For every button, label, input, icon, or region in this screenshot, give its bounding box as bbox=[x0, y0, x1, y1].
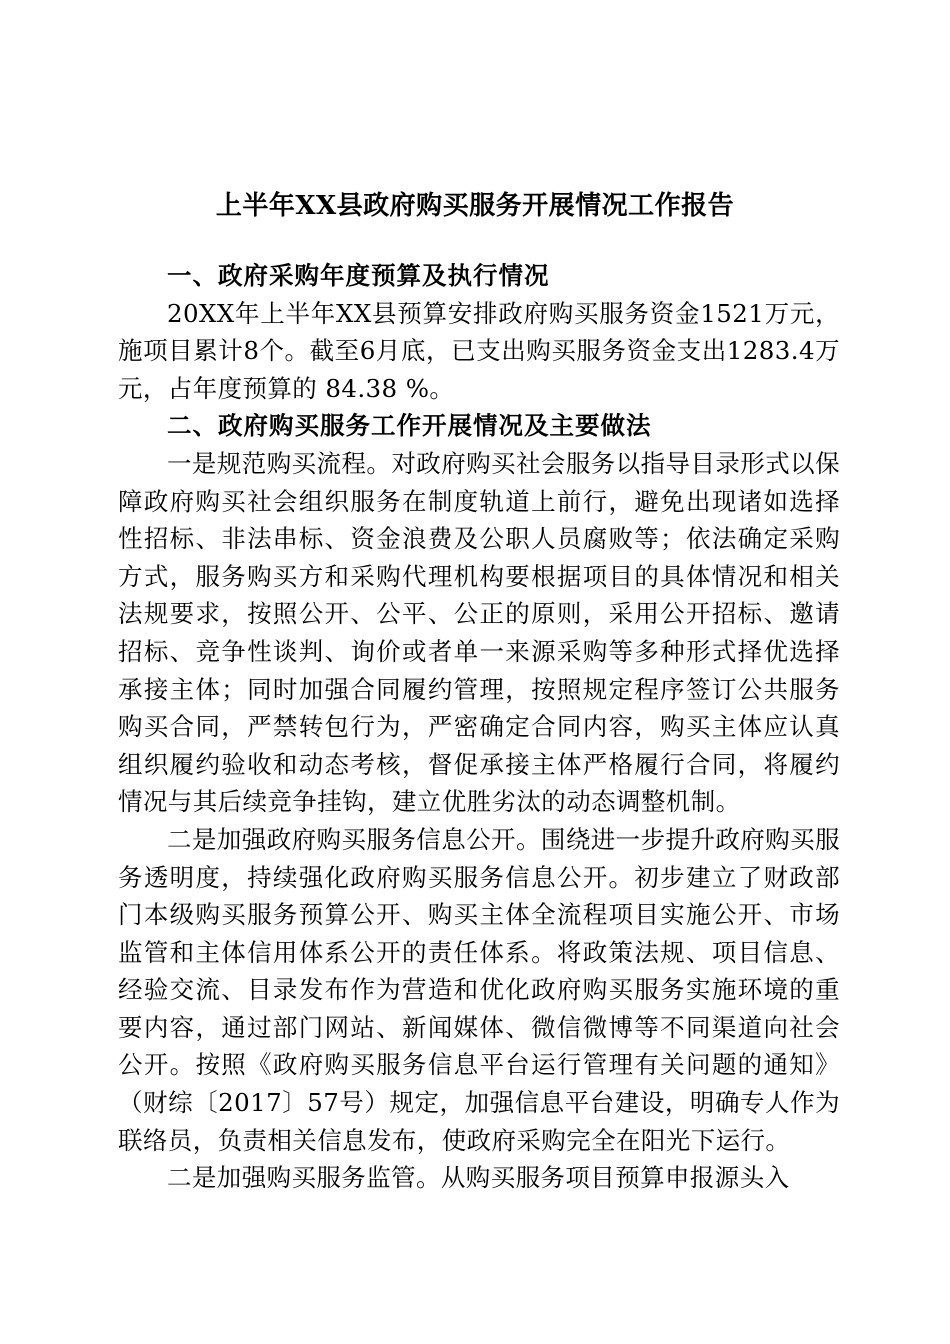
section-heading-budget: 一、政府采购年度预算及执行情况 bbox=[167, 261, 550, 290]
document-body bbox=[118, 257, 840, 1197]
paragraph-information-disclosure: 二是加强政府购买服务信息公开。围绕进一步提升政府购买服务透明度，持续强化政府购买服务信息公开。初步建立了财政部门本级购买服务预算公开、购买主体全流程项目实施公开、市场监管和主体信用体系公开的责任体系。将政策法规、项目信息、经验交流、目录发布作为营造和优化政府购买服务实施环境的重要内容，通过部门网站、新闻媒体、微信微博等不同渠道向社会公开。按照《政府购买服务信息平台运行管理有关问题的通知》（财综〔2017〕57号）规定，加强信息平台建设，明确专人作为联络员，负责相关信息发布，使政府采购完全在阳光下运行。 bbox=[118, 824, 840, 1155]
paragraph-budget-execution: 20XX年上半年XX县预算安排政府购买服务资金1521万元，施项目累计8个。截至6月底，已支出购买服务资金支出1283.4万元，占年度预算的 84.38 %。 bbox=[118, 298, 840, 403]
paragraph-standardize-procurement: 一是规范购买流程。对政府购买社会服务以指导目录形式以保障政府购买社会组织服务在制度轨道上前行，避免出现诸如选择性招标、非法串标、资金浪费及公职人员腐败等；依法确定采购方式，服务购买方和采购代理机构要根据项目的具体情况和相关法规要求，按照公开、公平、公正的原则，采用公开招标、邀请招标、竞争性谈判、询价或者单一来源采购等多种形式择优选择承接主体；同时加强合同履约管理，按照规定程序签订公共服务购买合同，严禁转包行为，严密确定合同内容，购买主体应认真组织履约验收和动态考核，督促承接主体严格履行合同，将履约情况与其后续竞争挂钩，建立优胜劣汰的动态调整机制。 bbox=[118, 448, 840, 817]
paragraph-supervision: 二是加强购买服务监管。从购买服务项目预算申报源头入 bbox=[167, 1163, 790, 1193]
section-heading-practices: 二、政府购买服务工作开展情况及主要做法 bbox=[167, 411, 652, 441]
document-title: 上半年XX县政府购买服务开展情况工作报告 bbox=[215, 191, 735, 221]
